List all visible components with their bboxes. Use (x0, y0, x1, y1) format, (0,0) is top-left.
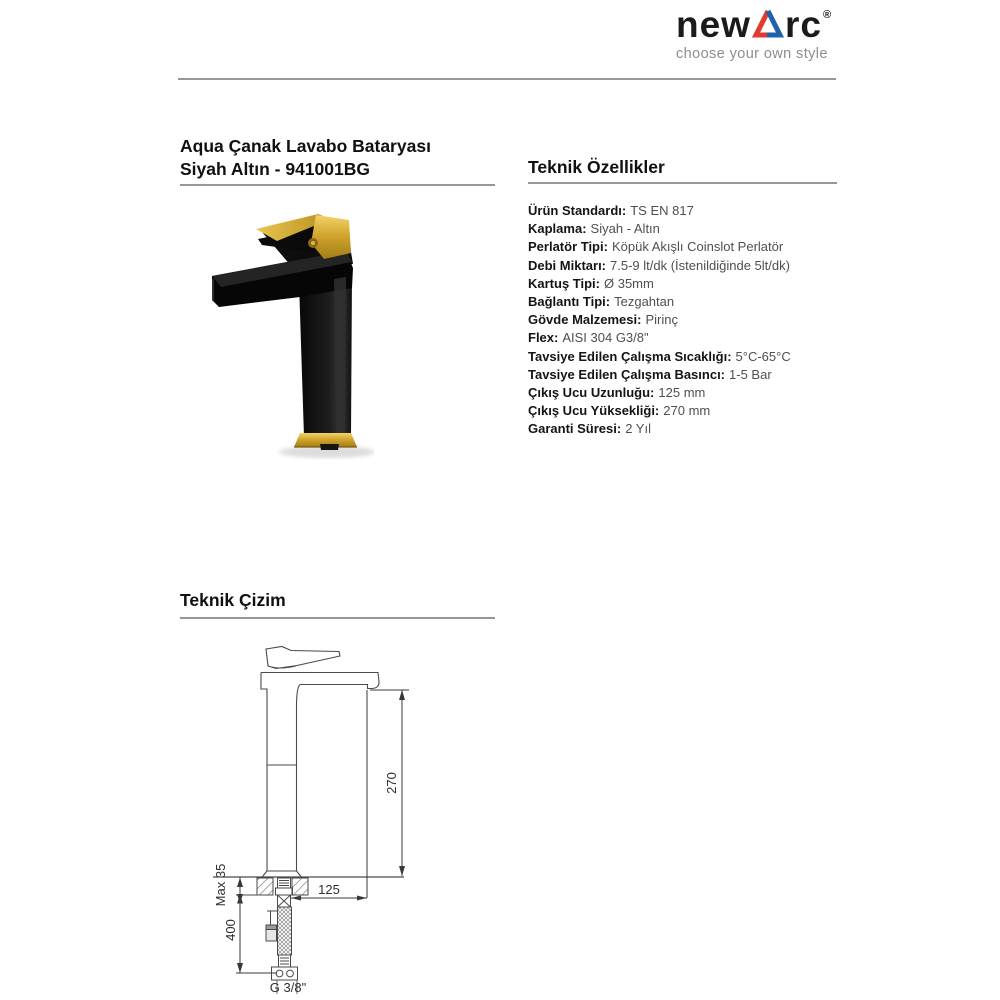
spec-row: Kaplama: Siyah - Altın (528, 221, 660, 237)
spec-row: Flex: AISI 304 G3/8" (528, 330, 649, 346)
drawing-heading: Teknik Çizim (180, 590, 286, 610)
drawing-handle (266, 647, 340, 669)
spec-row: Tavsiye Edilen Çalışma Basıncı: 1-5 Bar (528, 366, 772, 382)
logo-text-left: new (676, 4, 751, 45)
dim-125: 125 (318, 882, 340, 897)
registered-mark: ® (822, 9, 832, 21)
logo-triangle-icon (752, 8, 784, 42)
logo-tagline: choose your own style (676, 46, 828, 62)
drawing-underline (180, 617, 495, 619)
logo-text-right: rc (784, 4, 822, 45)
brand-logo (676, 6, 851, 62)
drawing-base (263, 871, 302, 877)
faucet-outline (261, 647, 379, 877)
spec-row: Bağlantı Tipi: Tezgahtan (528, 294, 675, 310)
spec-row: Debi Miktarı: 7.5-9 lt/dk (İstenildiğinde 5lt/dk) (528, 257, 790, 273)
spec-row: Perlatör Tipi: Köpük Akışlı Coinslot Perlatör (528, 239, 784, 255)
dim-270: 270 (384, 772, 399, 794)
base-dark-notch (320, 444, 339, 450)
dimension-arrows (237, 690, 405, 973)
header-divider (178, 78, 836, 80)
product-photo (195, 196, 375, 464)
drawing-head (261, 673, 379, 689)
drawing-body-right (297, 685, 301, 872)
specs-underline (528, 182, 837, 184)
technical-drawing (160, 625, 420, 1000)
spec-row: Çıkış Ucu Uzunluğu: 125 mm (528, 385, 706, 401)
dim-g38: G 3/8" (269, 980, 307, 995)
dim-400: 400 (223, 919, 238, 941)
product-title (180, 135, 431, 181)
spec-row: Ürün Standardı: TS EN 817 (528, 203, 694, 218)
product-title-line2: Siyah Altın - 941001BG (180, 159, 370, 179)
dimension-lines (236, 690, 409, 973)
body-highlight (334, 277, 346, 432)
product-title-line1: Aqua Çanak Lavabo Bataryası (180, 136, 431, 156)
spec-row: Garanti Süresi: 2 Yıl (528, 421, 651, 437)
spec-row: Tavsiye Edilen Çalışma Sıcaklığı: 5°C-65°C (528, 348, 791, 364)
fixing-stud-rod (267, 911, 277, 925)
dim-max35: Max 35 (213, 863, 228, 907)
drawing-body-left (261, 673, 267, 872)
spec-row: Kartuş Tipi: Ø 35mm (528, 275, 654, 291)
specs-heading: Teknik Özellikler (528, 157, 665, 177)
spec-list (528, 202, 858, 439)
product-title-underline (180, 184, 495, 186)
spec-row: Gövde Malzemesi: Pirinç (528, 312, 678, 328)
spec-row: Çıkış Ucu Yüksekliği: 270 mm (528, 403, 711, 419)
